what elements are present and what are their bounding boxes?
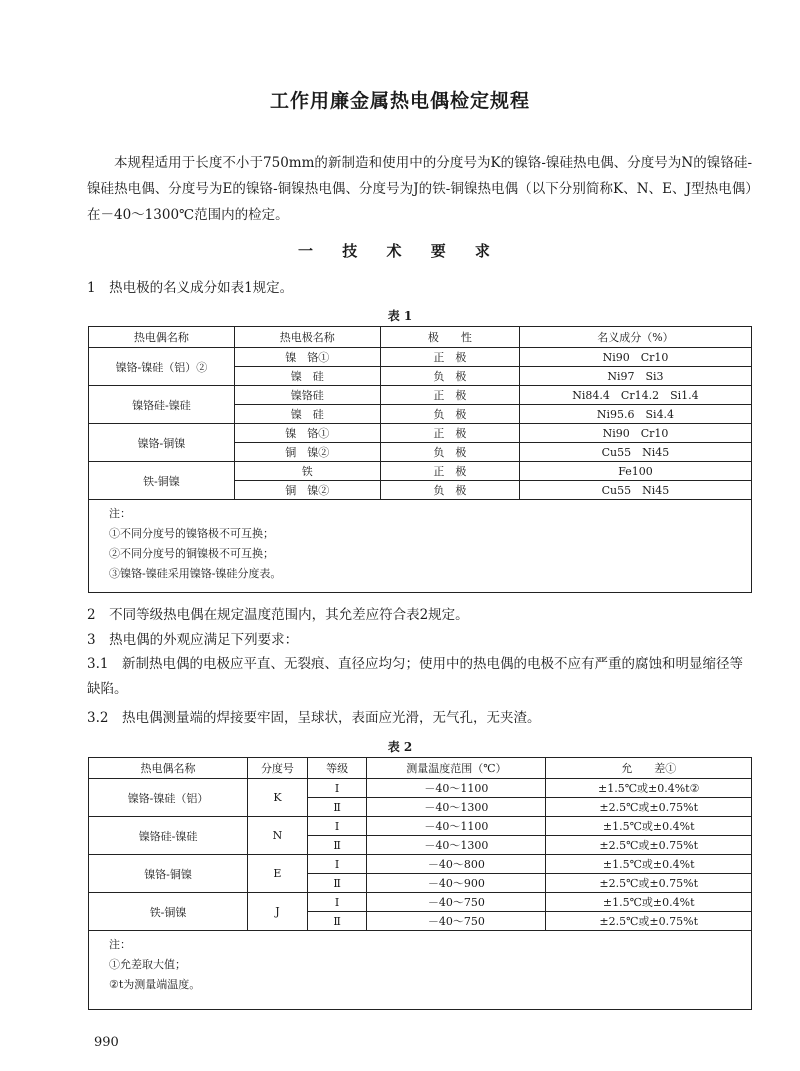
table2-header-cell: 测量温度范围（℃） bbox=[367, 758, 546, 779]
table1-electrode: 镍铬硅 bbox=[234, 386, 380, 405]
table1-polarity: 负 极 bbox=[380, 443, 519, 462]
table2-tolerance: ±1.5℃或±0.4%t bbox=[546, 893, 752, 912]
table1-note: ③镍铬-镍硅采用镍铬-镍硅分度表。 bbox=[109, 567, 282, 580]
table1-thermocouple-name: 铁-铜镍 bbox=[89, 462, 235, 500]
table1-header-cell: 名义成分（%） bbox=[519, 327, 751, 348]
table2-grade: Ⅰ bbox=[307, 893, 367, 912]
table1-polarity: 负 极 bbox=[380, 405, 519, 424]
table2-header-cell: 热电偶名称 bbox=[89, 758, 248, 779]
table2-range: －40～1300 bbox=[367, 798, 546, 817]
table1-electrode: 铜 镍② bbox=[234, 443, 380, 462]
table2-caption: 表 2 bbox=[387, 740, 413, 754]
table2-tolerance: ±2.5℃或±0.75%t bbox=[546, 874, 752, 893]
table1-polarity: 负 极 bbox=[380, 481, 519, 500]
table2-tolerance: ±2.5℃或±0.75%t bbox=[546, 912, 752, 931]
table2-note: ②t为测量端温度。 bbox=[109, 978, 201, 991]
table-1 bbox=[88, 326, 752, 593]
table1-thermocouple-name: 镍铬-镍硅（铝）② bbox=[89, 348, 235, 386]
table1-thermocouple-name: 镍铬硅-镍硅 bbox=[89, 386, 235, 424]
table2-range: －40～900 bbox=[367, 874, 546, 893]
table-row bbox=[89, 386, 752, 405]
document-title: 工作用廉金属热电偶检定规程 bbox=[269, 90, 530, 112]
table1-electrode: 镍 铬① bbox=[234, 348, 380, 367]
table2-grade: Ⅱ bbox=[307, 798, 367, 817]
table2-tolerance: ±2.5℃或±0.75%t bbox=[546, 836, 752, 855]
table-row bbox=[89, 462, 752, 481]
table-row bbox=[89, 348, 752, 367]
table1-caption: 表 1 bbox=[387, 309, 413, 323]
table2-range: －40～800 bbox=[367, 855, 546, 874]
table1-header-cell: 热电偶名称 bbox=[89, 327, 235, 348]
clause-3: 3 热电偶的外观应满足下列要求： bbox=[87, 632, 299, 648]
table2-header-cell: 允 差① bbox=[546, 758, 752, 779]
table2-code: J bbox=[248, 893, 308, 931]
table2-grade: Ⅱ bbox=[307, 912, 367, 931]
table1-header-cell: 热电极名称 bbox=[234, 327, 380, 348]
table1-polarity: 负 极 bbox=[380, 367, 519, 386]
table2-code: E bbox=[248, 855, 308, 893]
clause-3-2: 3.2 热电偶测量端的焊接要牢固，呈球状，表面应光滑，无气孔，无夹渣。 bbox=[87, 710, 541, 726]
table2-header-cell: 等级 bbox=[307, 758, 367, 779]
table2-header-row bbox=[89, 758, 752, 779]
table1-notes bbox=[89, 500, 752, 593]
table2-thermocouple-name: 镍铬-镍硅（铝） bbox=[89, 779, 248, 817]
table2-thermocouple-name: 镍铬硅-镍硅 bbox=[89, 817, 248, 855]
table2-range: －40～1100 bbox=[367, 817, 546, 836]
table2-note: 注： bbox=[109, 938, 131, 951]
table1-electrode: 镍 硅 bbox=[234, 367, 380, 386]
table2-range: －40～750 bbox=[367, 912, 546, 931]
table1-composition: Cu55 Ni45 bbox=[519, 481, 751, 500]
table2-notes bbox=[89, 931, 752, 1010]
table-row bbox=[89, 855, 752, 874]
table1-note: ①不同分度号的镍铬极不可互换； bbox=[109, 527, 274, 540]
section-heading: 一 技 术 要 求 bbox=[298, 242, 502, 260]
table2-thermocouple-name: 镍铬-铜镍 bbox=[89, 855, 248, 893]
table1-polarity: 正 极 bbox=[380, 386, 519, 405]
table1-composition: Ni84.4 Cr14.2 Si1.4 bbox=[519, 386, 751, 405]
table2-grade: Ⅱ bbox=[307, 874, 367, 893]
table1-composition: Fe100 bbox=[519, 462, 751, 481]
table1-header-cell: 极 性 bbox=[380, 327, 519, 348]
table2-tolerance: ±1.5℃或±0.4%t bbox=[546, 855, 752, 874]
table2-grade: Ⅰ bbox=[307, 855, 367, 874]
intro-paragraph: 本规程适用于长度不小于750mm的新制造和使用中的分度号为K的镍铬-镍硅热电偶、分度号为N的镍铬硅-镍硅热电偶、分度号为E的镍铬-铜镍热电偶、分度号为J的铁-铜镍热电偶（以下分别简称K、N、E、J型热电偶）在－40～1300℃范围内的检定。 bbox=[87, 155, 752, 223]
table2-header-cell: 分度号 bbox=[248, 758, 308, 779]
table1-note: 注： bbox=[109, 507, 131, 520]
table1-electrode: 铜 镍② bbox=[234, 481, 380, 500]
table1-composition: Ni90 Cr10 bbox=[519, 424, 751, 443]
table2-code: K bbox=[248, 779, 308, 817]
table2-thermocouple-name: 铁-铜镍 bbox=[89, 893, 248, 931]
table1-notes-row bbox=[89, 500, 752, 593]
table2-tolerance: ±1.5℃或±0.4%t bbox=[546, 817, 752, 836]
table1-electrode: 镍 硅 bbox=[234, 405, 380, 424]
table1-note: ②不同分度号的铜镍极不可互换； bbox=[109, 547, 274, 560]
table2-range: －40～1300 bbox=[367, 836, 546, 855]
table1-electrode: 铁 bbox=[234, 462, 380, 481]
table2-grade: Ⅰ bbox=[307, 817, 367, 836]
table1-header-row bbox=[89, 327, 752, 348]
table2-note: ①允差取大值； bbox=[109, 958, 186, 971]
table1-composition: Ni95.6 Si4.4 bbox=[519, 405, 751, 424]
table1-thermocouple-name: 镍铬-铜镍 bbox=[89, 424, 235, 462]
table2-range: －40～750 bbox=[367, 893, 546, 912]
table1-polarity: 正 极 bbox=[380, 424, 519, 443]
table2-range: －40～1100 bbox=[367, 779, 546, 798]
table-row bbox=[89, 893, 752, 912]
table1-polarity: 正 极 bbox=[380, 348, 519, 367]
table-row bbox=[89, 779, 752, 798]
table2-notes-row bbox=[89, 931, 752, 1010]
table-row bbox=[89, 424, 752, 443]
table2-code: N bbox=[248, 817, 308, 855]
clause-2: 2 不同等级热电偶在规定温度范围内，其允差应符合表2规定。 bbox=[87, 607, 469, 623]
table1-composition: Ni97 Si3 bbox=[519, 367, 751, 386]
table2-tolerance: ±1.5℃或±0.4%t② bbox=[546, 779, 752, 798]
table1-composition: Cu55 Ni45 bbox=[519, 443, 751, 462]
table2-grade: Ⅱ bbox=[307, 836, 367, 855]
table2-grade: Ⅰ bbox=[307, 779, 367, 798]
table1-polarity: 正 极 bbox=[380, 462, 519, 481]
table-2 bbox=[88, 757, 752, 1010]
table1-electrode: 镍 铬① bbox=[234, 424, 380, 443]
table2-tolerance: ±2.5℃或±0.75%t bbox=[546, 798, 752, 817]
table1-composition: Ni90 Cr10 bbox=[519, 348, 751, 367]
table-row bbox=[89, 817, 752, 836]
page-number: 990 bbox=[94, 1035, 119, 1050]
clause-3-1: 3.1 新制热电偶的电极应平直、无裂痕、直径应均匀；使用中的热电偶的电极不应有严重的腐蚀和明显缩径等缺陷。 bbox=[87, 656, 743, 697]
clause-1: 1 热电极的名义成分如表1规定。 bbox=[87, 280, 294, 296]
